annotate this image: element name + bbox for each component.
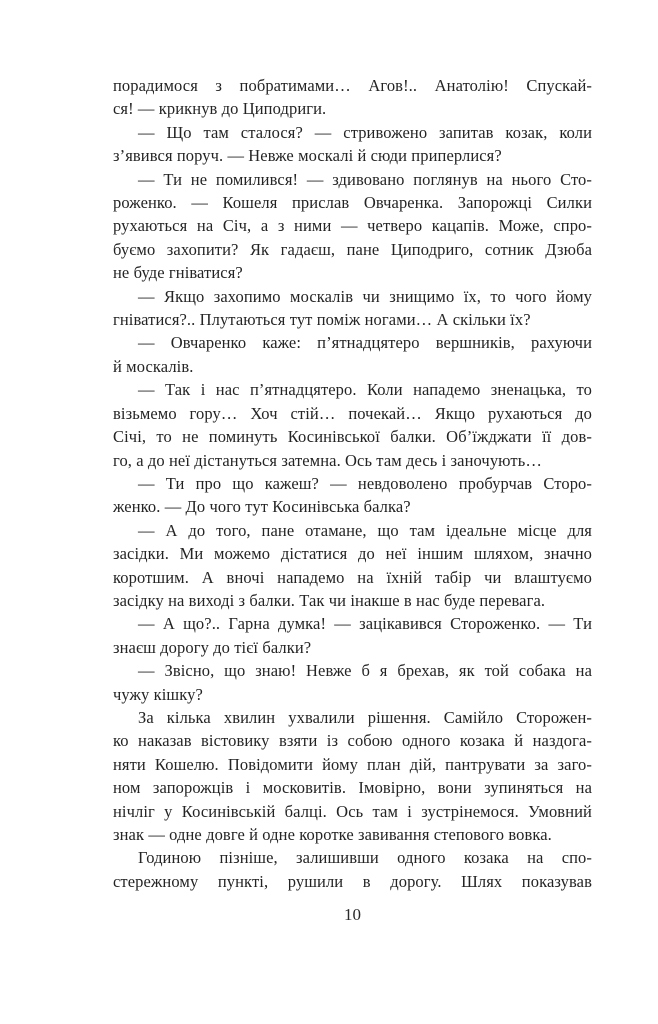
text-line: За кілька хвилин ухвалили рішення. Самійло Сторожен-	[138, 707, 592, 727]
text-line: Січі, то не поминуть Косинівської балки. Об’їжджати її дов-	[113, 427, 592, 447]
text-line: засідки. Ми можемо дістатися до неї іншим шляхом, значно	[113, 544, 592, 564]
paragraph	[113, 121, 592, 168]
text-line: роженко. — Кошеля прислав Овчаренка. Запорожці Силки	[113, 193, 592, 213]
text-line: няти Кошелю. Повідомити йому план дій, пантрувати за заго-	[113, 754, 592, 774]
text-line: знаєш дорогу до тієї балки?	[113, 637, 312, 657]
text-line: гніватися?.. Плутаються тут поміж ногами… А скільки їх?	[113, 310, 531, 330]
text-line: ся! — крикнув до Циподриги.	[113, 99, 327, 119]
text-line: візьмемо гору… Хоч стій… почекай… Якщо рухаються до	[113, 403, 592, 423]
paragraph	[113, 331, 592, 378]
text-line: порадимося з побратимами… Агов!.. Анатолію! Спускай-	[113, 76, 592, 95]
text-line: — Ти про що кажеш? — невдоволено пробурчав Сторо-	[138, 473, 592, 493]
text-line: — А що?.. Гарна думка! — зацікавився Стороженко. — Ти	[138, 614, 592, 634]
page-text	[113, 74, 592, 893]
paragraph	[113, 472, 592, 519]
paragraph	[113, 378, 592, 472]
text-line: й москалів.	[113, 356, 194, 376]
text-line: го, а до неї дістануться затемна. Ось там десь і заночують…	[113, 450, 542, 470]
paragraph	[113, 74, 592, 121]
text-line: буємо захопити? Як гадаєш, пане Циподриго, сотник Дзюба	[113, 239, 592, 259]
text-line: женко. — До чого тут Косинівська балка?	[113, 497, 411, 517]
text-line: — Що там сталося? — стривожено запитав козак, коли	[138, 122, 592, 142]
text-line: нічліг у Косинівській балці. Ось там і зустрінемося. Умовний	[113, 801, 592, 821]
text-line: засідку на виході з балки. Так чи інакше в нас буде перевага.	[113, 590, 546, 610]
text-line: — А до того, пане отамане, що там ідеальне місце для	[138, 520, 592, 540]
text-line: рухаються на Січ, а з ними — четверо кацапів. Може, спро-	[113, 216, 592, 236]
text-line: — Так і нас п’ятнадцятеро. Коли нападемо зненацька, то	[138, 380, 592, 400]
paragraph	[113, 612, 592, 659]
text-line: не буде гніватися?	[113, 263, 243, 283]
text-line: стережному пункті, рушили в дорогу. Шлях показував	[113, 871, 592, 891]
paragraph	[113, 168, 592, 285]
text-line: з’явився поруч. — Невже москалі й сюди приперлися?	[113, 146, 502, 166]
text-line: — Овчаренко каже: п’ятнадцятеро вершників, рахуючи	[138, 333, 592, 353]
paragraph	[113, 846, 592, 893]
paragraph	[113, 519, 592, 613]
paragraph	[113, 659, 592, 706]
text-line: Годиною пізніше, залишивши одного козака на спо-	[138, 848, 592, 868]
text-line: знак — одне довге й одне коротке завивання степового вовка.	[113, 825, 552, 844]
text-line: ко наказав вістовику взяти із собою одного козака й наздога-	[113, 731, 592, 751]
page-number: 10	[344, 905, 361, 924]
text-line: коротшим. А вночі нападемо на їхній табір чи влаштуємо	[113, 567, 592, 587]
paragraph	[113, 285, 592, 332]
text-line: чужу кішку?	[113, 684, 203, 704]
text-line: — Звісно, що знаю! Невже б я брехав, як той собака на	[138, 661, 592, 681]
text-line: — Ти не помилився! — здивовано поглянув на нього Сто-	[138, 169, 592, 189]
paragraph	[113, 706, 592, 846]
text-line: — Якщо захопимо москалів чи знищимо їх, то чого йому	[138, 286, 592, 306]
text-line: ном запорожців і московитів. Імовірно, вони зупиняться на	[113, 778, 592, 798]
